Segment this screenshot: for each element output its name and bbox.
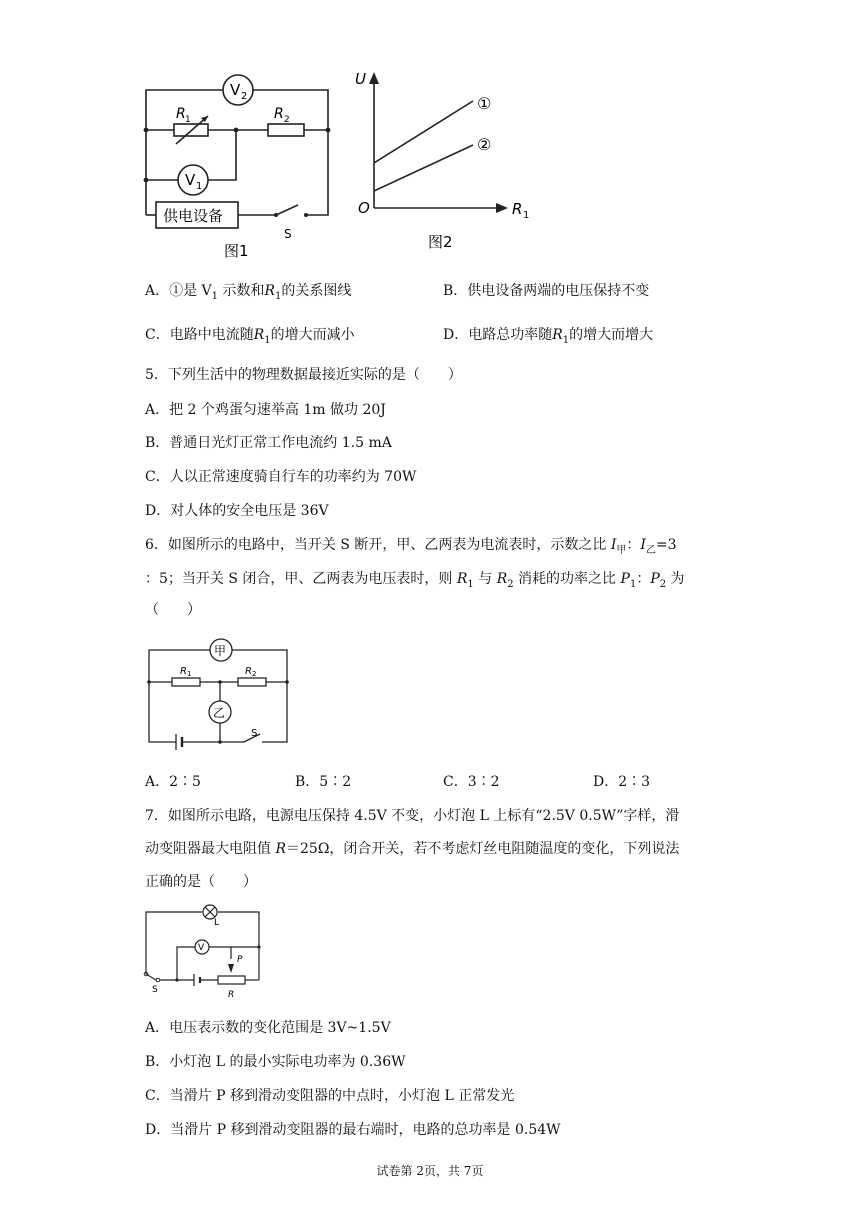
q6-stem-line2 [145, 569, 685, 595]
q6-option-a[interactable]: A．2∶5 [145, 774, 201, 790]
r2-sub: 2 [284, 115, 290, 125]
q5-option-b[interactable]: B．普通日光灯正常工作电流约 1.5 mA [145, 435, 392, 451]
v1-label: V [185, 171, 196, 189]
q4-option-c-pre: C．电路中电流随 [145, 327, 254, 343]
figure2-caption: 图2 [428, 233, 453, 251]
voltmeter-label: V [198, 943, 205, 953]
device-label: 供电设备 [163, 207, 224, 225]
q6-option-d[interactable]: D．2∶3 [593, 774, 651, 790]
q4-option-a-var: R [264, 283, 276, 299]
r2-sub: 2 [252, 670, 257, 678]
q7-circuit-figure [138, 902, 268, 1002]
q7-stem2-post: ＝25Ω，闭合开关，若不考虑灯丝电阻随温度的变化，下列说法 [286, 841, 680, 857]
figure1-caption: 图1 [224, 242, 249, 260]
switch-label: S [152, 985, 158, 995]
q4-option-c-var: R [253, 327, 265, 343]
rheostat-label: R [228, 990, 235, 1000]
q4-option-c[interactable] [145, 325, 355, 351]
q6-stem1-pre: 6．如图所示的电路中，当开关 S 断开，甲、乙两表为电流表时，示数之比 [145, 537, 611, 553]
q6-stem2-mid1: 与 [473, 571, 497, 587]
q4-option-d[interactable] [443, 325, 653, 351]
q4-option-a-post: 的关系图线 [281, 283, 352, 299]
q6-stem1-post: =3 [655, 537, 677, 553]
r1-sub: 1 [187, 670, 192, 678]
q4-option-a-var-sub: 1 [275, 290, 282, 302]
q7-stem-line2 [145, 839, 679, 859]
q6-r2-sub: 2 [507, 578, 514, 590]
q4-option-d-var-sub: 1 [562, 334, 570, 346]
q4-graph-figure2 [350, 68, 540, 253]
q4-option-c-post: 的增大而减小 [270, 327, 355, 343]
slider-label: P [237, 955, 243, 965]
q6-r2: R [496, 571, 508, 587]
q6-stem-line1 [145, 535, 677, 561]
q4-option-c-var-sub: 1 [264, 334, 271, 346]
q5-option-d[interactable]: D．对人体的安全电压是 36V [145, 503, 329, 519]
q6-i2: I [640, 537, 646, 553]
v1-sub: 1 [196, 181, 203, 192]
q7-option-b[interactable]: B．小灯泡 L 的最小实际电功率为 0.36W [145, 1054, 406, 1070]
q6-p2: P [650, 571, 660, 587]
x-axis-label: R [512, 200, 523, 218]
page-footer: 试卷第 2页，共 7页 [376, 1164, 484, 1178]
meter-yi-label: 乙 [213, 706, 226, 720]
q7-stem-line3: 正确的是（ ） [145, 874, 257, 890]
q4-option-a[interactable] [145, 281, 351, 307]
q4-option-d-var: R [552, 327, 563, 343]
q4-option-b[interactable]: B．供电设备两端的电压保持不变 [443, 283, 650, 299]
q7-option-d[interactable]: D．当滑片 P 移到滑动变阻器的最右端时，电路的总功率是 0.54W [145, 1122, 561, 1138]
q4-option-a-mid: 示数和 [218, 283, 265, 299]
q6-r1-sub: 1 [467, 578, 474, 590]
q6-i2-sub: 乙 [645, 544, 656, 556]
q6-colon2: ： [636, 571, 651, 587]
q7-stem-line1: 7．如图所示电路，电源电压保持 4.5V 不变，小灯泡 L 上标有“2.5V 0.5W”字样，滑 [145, 808, 680, 824]
line2-label: ② [477, 135, 492, 154]
q6-stem2-post: 为 [666, 571, 685, 587]
q4-option-d-post: 的增大而增大 [569, 327, 654, 343]
q6-p1: P [620, 571, 630, 587]
origin-label: O [358, 199, 370, 217]
q6-option-c[interactable]: C．3∶2 [443, 774, 500, 790]
line1-label: ① [477, 94, 492, 113]
q6-i1: I [610, 537, 617, 553]
r1-label: R [176, 106, 186, 122]
q4-option-d-pre: D．电路总功率随 [443, 327, 553, 343]
switch-label: S [284, 227, 292, 241]
r2-label: R [274, 106, 284, 122]
q6-option-b[interactable]: B．5∶2 [295, 774, 352, 790]
lamp-label: L [214, 918, 220, 928]
v2-label: V [230, 81, 241, 99]
q7-option-c[interactable]: C．当滑片 P 移到滑动变阻器的中点时，小灯泡 L 正常发光 [145, 1088, 515, 1104]
q6-p1-sub: 1 [629, 578, 637, 590]
line-1 [374, 101, 473, 163]
q6-stem2-mid2: 消耗的功率之比 [513, 571, 621, 587]
q6-r1: R [456, 571, 468, 587]
q5-option-c[interactable]: C．人以正常速度骑自行车的功率约为 70W [145, 469, 417, 485]
line-2 [374, 145, 473, 191]
q6-stem-line3: （ ） [145, 602, 201, 618]
x-axis-sub: 1 [523, 210, 530, 221]
q6-p2-sub: 2 [659, 578, 667, 590]
q5-stem: 5．下列生活中的物理数据最接近实际的是（ ） [145, 367, 462, 383]
q4-option-a-pre: A．①是 V [145, 283, 212, 299]
q6-colon1: ： [626, 537, 641, 553]
y-axis-label: U [355, 70, 366, 88]
q4-option-a-sub: 1 [211, 290, 219, 302]
meter-jia-label: 甲 [214, 644, 227, 658]
q6-circuit-figure [140, 634, 300, 752]
q6-i1-sub: 甲 [616, 544, 627, 556]
q4-circuit-figure1 [138, 68, 338, 260]
r1-label: R [180, 666, 187, 677]
r1-sub: 1 [185, 115, 191, 125]
q5-option-a[interactable]: A．把 2 个鸡蛋匀速举高 1m 做功 20J [145, 402, 386, 418]
r2-label: R [245, 666, 252, 677]
q7-stem2-var: R [275, 841, 286, 857]
q7-stem2-pre: 动变阻器最大电阻值 [145, 841, 276, 857]
q6-stem2-pre: ：5；当开关 S 闭合，甲、乙两表为电压表时，则 [145, 571, 457, 587]
switch-label: S [251, 728, 258, 739]
q7-option-a[interactable]: A．电压表示数的变化范围是 3V~1.5V [145, 1020, 391, 1036]
v2-sub: 2 [241, 91, 248, 102]
